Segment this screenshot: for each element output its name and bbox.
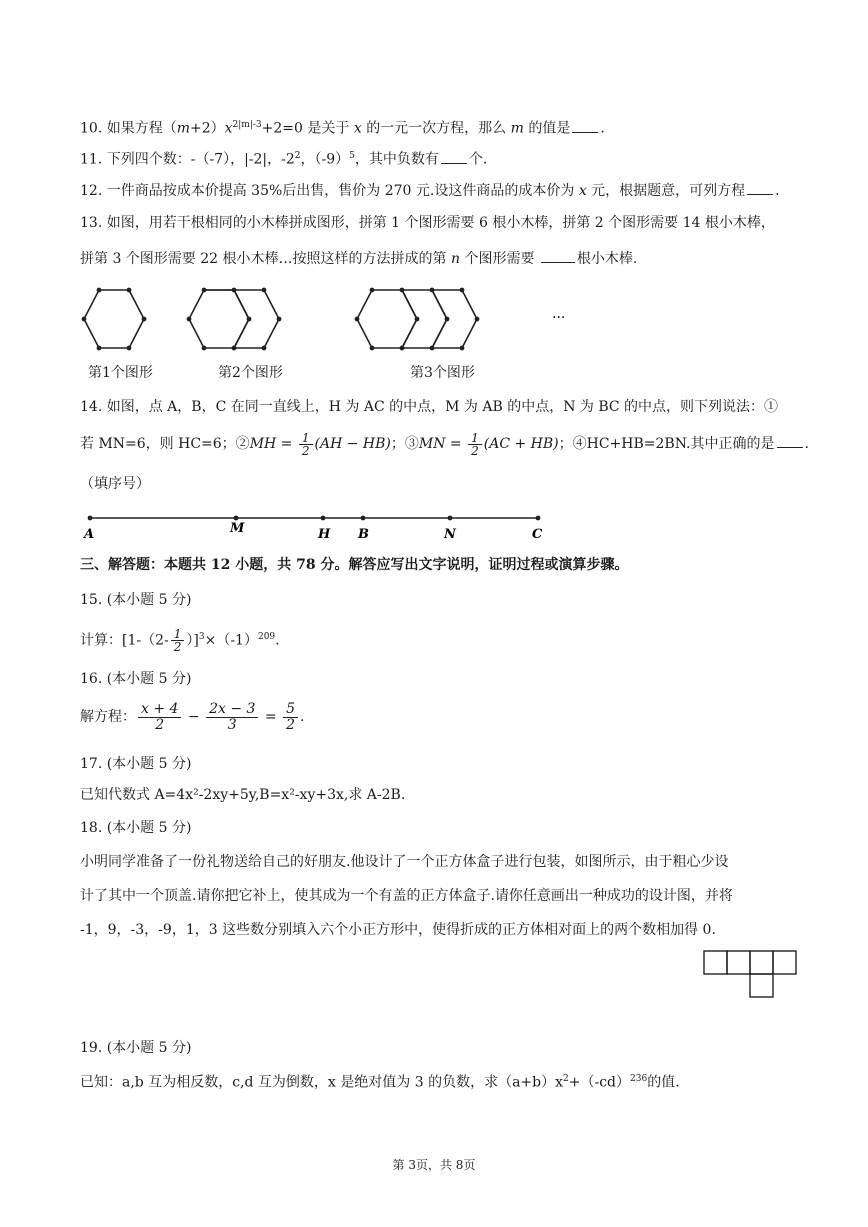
- question-10: 10. 如果方程$(m+2)x^{2|m|-3}+2=0$ 是关于 x 的一元一次方程，那么 m 的值是 .: [80, 115, 605, 139]
- fraction-one-half: $\frac{1}{2}$: [299, 432, 313, 457]
- question-15-head: 15. (本小题 5 分): [80, 592, 192, 608]
- answer-blank-10[interactable]: [572, 118, 598, 133]
- figure-3-hexagon-1: [357, 290, 417, 348]
- question-14-line-2: 若 MN=6，则 HC=6；②MH = $\frac{1}{2}$ (AH − HB)；③MN = $\frac{1}{2}$ (AC + HB)；④HC+HB=2BN.其中正确的是 .: [80, 430, 809, 458]
- page-footer: 第 3页，共 8页: [392, 1158, 476, 1172]
- answer-blank-14[interactable]: [777, 433, 803, 448]
- question-19-body: 已知：a,b 互为相反数，c,d 互为倒数，x 是绝对值为 3 的负数，求$(a+b)x^2+(-cd)^{236}$的值.: [80, 1074, 680, 1091]
- figure-3-hexagon-3: [432, 290, 477, 348]
- question-14-line-1: 14. 如图，点 A，B，C 在同一直线上，H 为 AC 的中点，M 为 AB 的中点，N 为 BC 的中点，则下列说法：①: [80, 399, 779, 415]
- fraction-5-over-2: $\frac{5}{2}$: [283, 702, 298, 733]
- point-H-label: H: [318, 527, 331, 542]
- fraction-one-half: $\frac{1}{2}$: [171, 628, 185, 653]
- question-16-body: 解方程： $\frac{x + 4}{2}$ − $\frac{2x - 3}{3}$ = $\frac{5}{2}$ .: [80, 700, 305, 733]
- figures-ellipsis: ···: [552, 310, 566, 326]
- answer-blank-11[interactable]: [441, 149, 467, 164]
- question-19-head: 19. (本小题 5 分): [80, 1040, 192, 1056]
- question-13-line-2: 拼第 3 个图形需要 22 根小木棒…按照这样的方法拼成的第 n 个图形需要 根小木棒.: [80, 248, 637, 269]
- question-13-line-1: 13. 如图，用若干根相同的小木棒拼成图形，拼第 1 个图形需要 6 根小木棒，拼第 2 个图形需要 14 根小木棒，: [80, 215, 775, 231]
- question-16-head: 16. (本小题 5 分): [80, 671, 192, 687]
- section-3-header: 三、解答题：本题共 12 小题，共 78 分。解答应写出文字说明，证明过程或演算步骤。: [80, 557, 629, 573]
- figure-3-hexagon-2: [402, 290, 447, 348]
- point-M-label: M: [230, 521, 245, 536]
- fraction-x-plus-4-over-2: $\frac{x + 4}{2}$: [138, 702, 181, 733]
- question-11: 11. 下列四个数：-（-7），|-2|，$-2^2$，$(-9)^5$，其中负数有 个.: [80, 146, 487, 170]
- fraction-2x-minus-3-over-3: $\frac{2x - 3}{3}$: [206, 702, 258, 733]
- point-B-label: B: [358, 527, 369, 542]
- question-14-line-3: （填序号）: [80, 476, 150, 492]
- answer-blank-12[interactable]: [747, 180, 773, 195]
- question-18-head: 18. (本小题 5 分): [80, 820, 192, 836]
- point-A-label: A: [84, 527, 95, 542]
- point-C-label: C: [532, 527, 543, 542]
- figure-3-caption: 第3个图形: [410, 365, 475, 381]
- figure-2-caption: 第2个图形: [218, 365, 283, 381]
- fraction-one-half: $\frac{1}{2}$: [468, 432, 482, 457]
- figure-2-left-hexagon: [189, 290, 249, 348]
- answer-blank-13[interactable]: [541, 248, 575, 263]
- hexagon-stick-figures: [70, 280, 590, 360]
- number-line-figure: [80, 508, 560, 544]
- figure-1-caption: 第1个图形: [88, 365, 153, 381]
- figure-2-right-hexagon: [234, 290, 279, 348]
- question-17-body: 已知代数式 A=4x²-2xy+5y,B=x²-xy+3x,求 A-2B.: [80, 787, 406, 803]
- question-18-line-3: -1，9，-3，-9，1，3 这些数分别填入六个小正方形中，使得折成的正方体相对面上的两个数相加得 0.: [80, 922, 716, 938]
- question-12: 12. 一件商品按成本价提高 35%后出售，售价为 270 元.设这件商品的成本价为 x 元，根据题意，可列方程 .: [80, 180, 780, 201]
- question-18-line-2: 计了其中一个顶盖.请你把它补上，使其成为一个有盖的正方体盒子.请你任意画出一种成功的设计图，并将: [80, 888, 733, 904]
- question-17-head: 17. (本小题 5 分): [80, 756, 192, 772]
- question-18-line-1: 小明同学准备了一份礼物送给自己的好朋友.他设计了一个正方体盒子进行包装，如图所示，由于粗心少设: [80, 854, 729, 870]
- question-15-body: 计算：[1-（2- $\frac{1}{2}$ ）]$^3\times(-1)^{209}$.: [80, 627, 280, 655]
- cube-net-figure: [703, 950, 799, 1000]
- point-N-label: N: [444, 527, 456, 542]
- figure-1-hexagon: [84, 290, 144, 348]
